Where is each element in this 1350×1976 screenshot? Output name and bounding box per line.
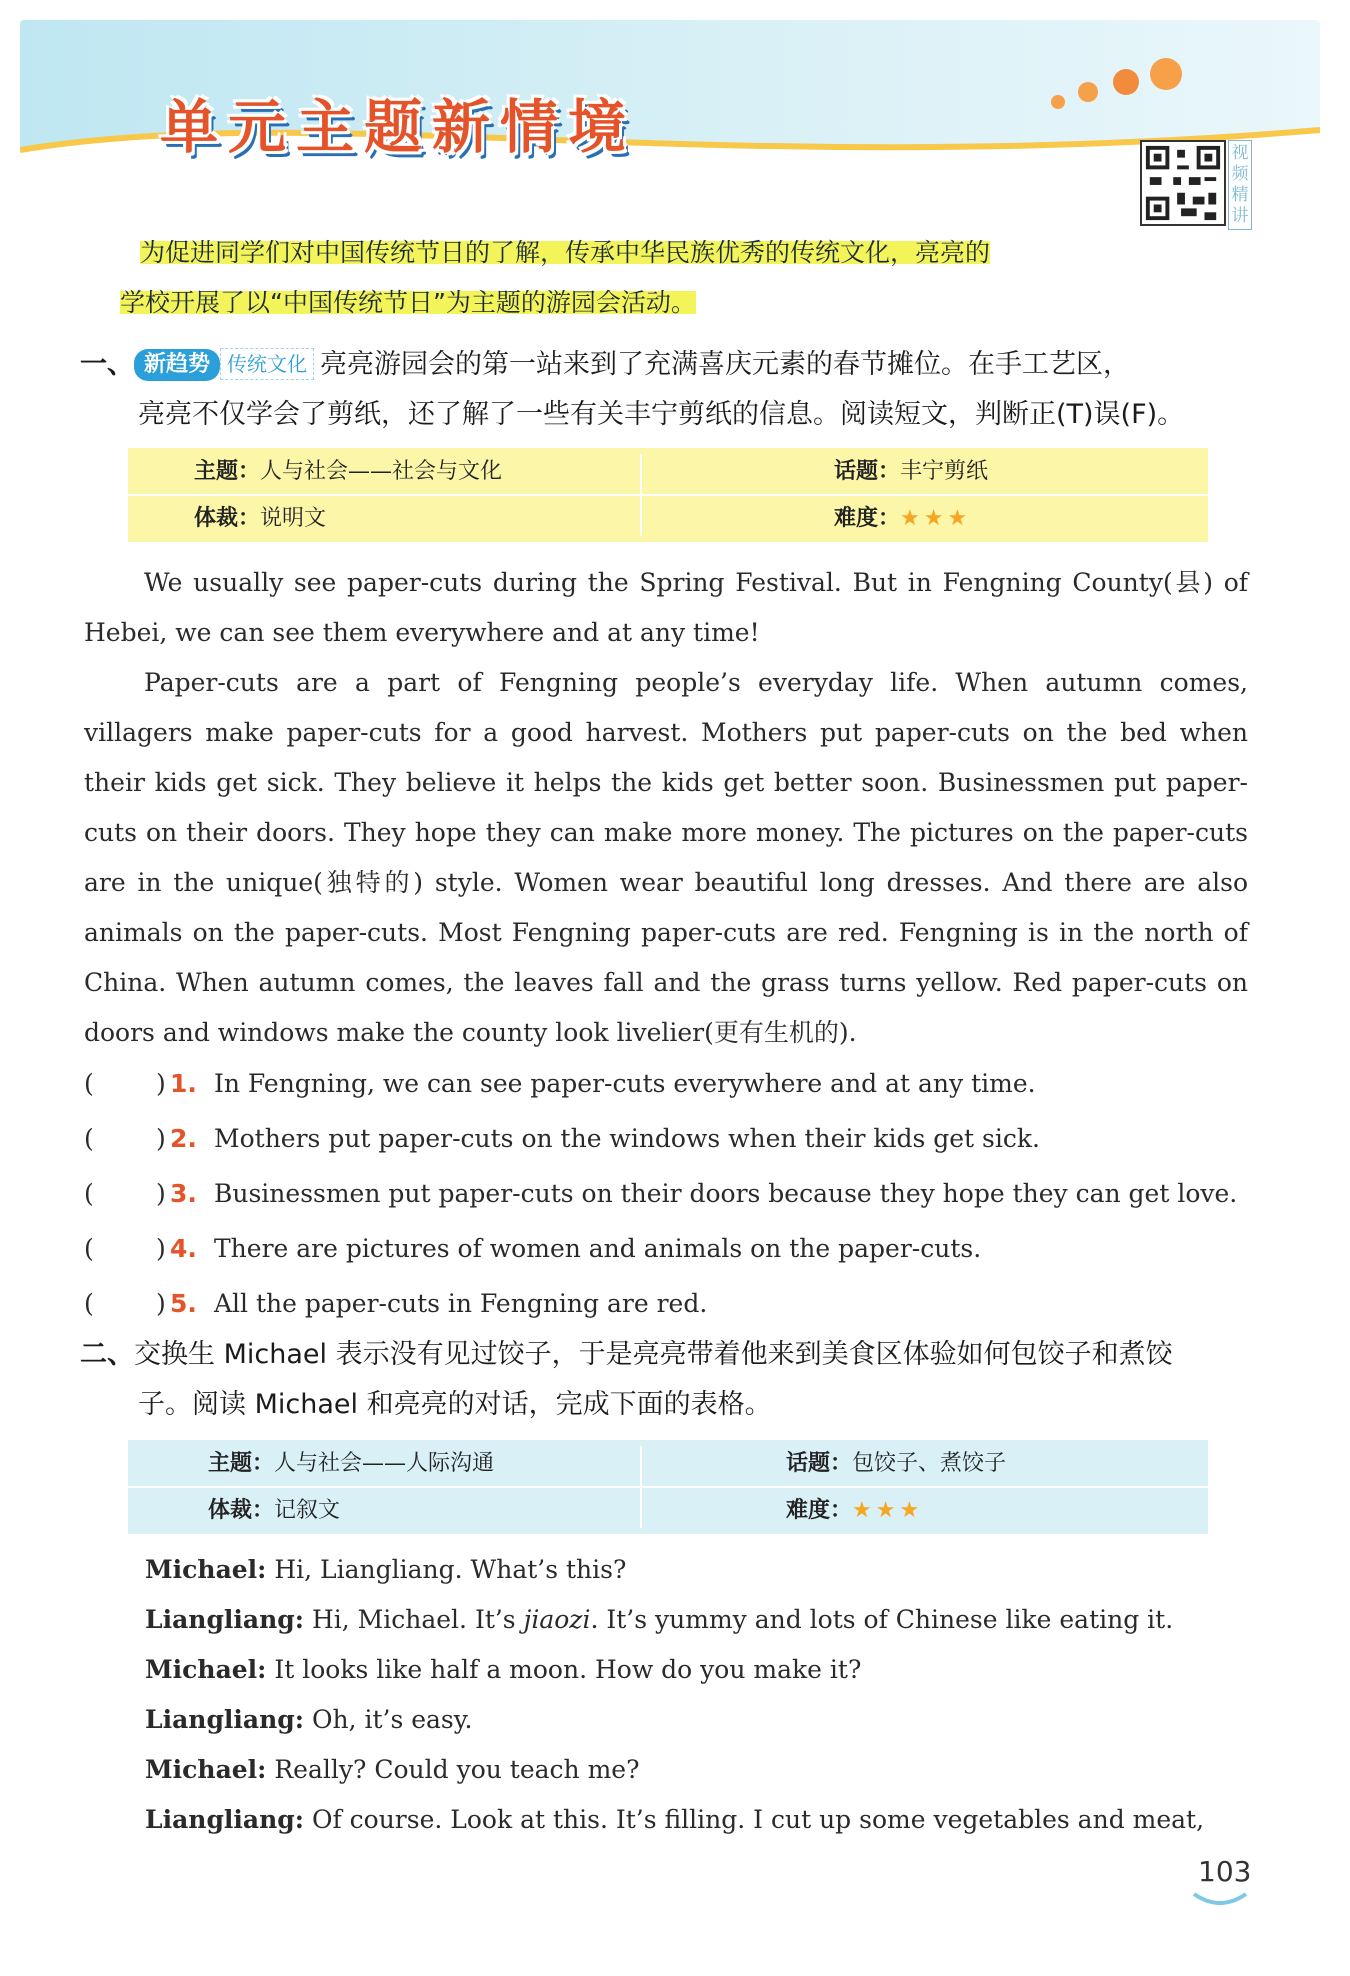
dialogue-line <box>145 1595 1255 1645</box>
genre-label: 体裁： <box>208 1498 275 1523</box>
speaker: Michael: <box>145 1555 267 1584</box>
question-text: Mothers put paper-cuts on the windows when their kids get sick. <box>214 1124 1040 1153</box>
utterance: It looks like half a moon. How do you make it? <box>266 1655 862 1684</box>
passage-paragraph-1: We usually see paper-cuts during the Spring Festival. But in Fengning County(县) of Hebei, we can see them everywhere and at any time! <box>84 568 1248 647</box>
question-text: There are pictures of women and animals on the paper-cuts. <box>214 1234 982 1263</box>
question-number: 3. <box>170 1179 197 1208</box>
difficulty-label: 难度： <box>834 506 901 531</box>
dialogue-line <box>145 1545 1255 1595</box>
speaker: Liangliang: <box>145 1705 305 1734</box>
info-box-1 <box>128 448 1208 542</box>
theme-label: 主题： <box>208 1451 275 1476</box>
theme-value: 人与社会——人际沟通 <box>274 1451 495 1476</box>
section-1-line-2: 亮亮不仅学会了剪纸，还了解了一些有关丰宁剪纸的信息。阅读短文，判断正(T)误(F)。 <box>138 399 1185 430</box>
section-2-line-2: 子。阅读 Michael 和亮亮的对话，完成下面的表格。 <box>138 1389 772 1420</box>
true-false-questions <box>84 1056 1254 1331</box>
page-number-arc-decoration <box>1190 1890 1250 1910</box>
qr-code-icon[interactable] <box>1140 140 1226 226</box>
genre-value: 记叙文 <box>274 1498 341 1523</box>
section-1-line-1: 亮亮游园会的第一站来到了充满喜庆元素的春节摊位。在手工艺区， <box>320 349 1131 380</box>
topic-value: 包饺子、煮饺子 <box>852 1451 1007 1476</box>
difficulty-stars-icon: ★★★ <box>900 506 972 531</box>
section-1-heading <box>80 340 1260 440</box>
dialogue-line <box>145 1645 1255 1695</box>
dialogue-line <box>145 1745 1255 1795</box>
topic-label: 话题： <box>786 1451 853 1476</box>
question-item: ( ) 2. Mothers put paper-cuts on the windows when their kids get sick. <box>84 1111 1254 1166</box>
question-item: ( ) 4. There are pictures of women and animals on the paper-cuts. <box>84 1221 1254 1276</box>
intro-line-2: 学校开展了以“中国传统节日”为主题的游园会活动。 <box>120 288 696 317</box>
new-trend-tag: 新趋势 <box>134 349 220 381</box>
page-number: 103 <box>1198 1855 1252 1888</box>
difficulty-label: 难度： <box>786 1498 853 1523</box>
topic-value: 丰宁剪纸 <box>900 459 989 484</box>
question-text: All the paper-cuts in Fengning are red. <box>214 1289 708 1318</box>
utterance: Oh, it’s easy. <box>304 1705 473 1734</box>
speaker: Liangliang: <box>145 1805 305 1834</box>
difficulty-stars-icon: ★★★ <box>852 1498 924 1523</box>
question-number: 5. <box>170 1289 197 1318</box>
question-item: ( ) 5. All the paper-cuts in Fengning are red. <box>84 1276 1254 1331</box>
question-number: 4. <box>170 1234 197 1263</box>
utterance-emphasis: jiaozi <box>523 1605 591 1634</box>
traditional-culture-tag: 传统文化 <box>220 348 314 380</box>
question-text: In Fengning, we can see paper-cuts everywhere and at any time. <box>214 1069 1036 1098</box>
speaker: Liangliang: <box>145 1605 305 1634</box>
speaker: Michael: <box>145 1655 267 1684</box>
topic-label: 话题： <box>834 459 901 484</box>
genre-value: 说明文 <box>260 506 327 531</box>
question-number: 2. <box>170 1124 197 1153</box>
utterance: Really? Could you teach me? <box>266 1755 640 1784</box>
question-item: ( ) 3. Businessmen put paper-cuts on their doors because they hope they can get love. <box>84 1166 1254 1221</box>
dialogue <box>145 1545 1255 1845</box>
utterance-post: . It’s yummy and lots of Chinese like eating it. <box>590 1605 1174 1634</box>
theme-label: 主题： <box>194 459 261 484</box>
info-box-2 <box>128 1440 1208 1534</box>
dialogue-line <box>145 1695 1255 1745</box>
utterance: Of course. Look at this. It’s filling. I cut up some vegetables and meat, <box>304 1805 1205 1834</box>
passage-paragraph-2: Paper-cuts are a part of Fengning people’s everyday life. When autumn comes, villagers make paper-cuts for a good harvest. Mothers put paper-cuts on the bed when their kids get sick. They believe it helps the kids get better soon. Businessmen put paper-cuts on their doors. They hope they can make more money. The pictures on the paper-cuts are in the unique(独特的) style. Women wear beautiful long dresses. And there are also animals on the paper-cuts. Most Fengning paper-cuts are red. Fengning is in the north of China. When autumn comes, the leaves fall and the grass turns yellow. Red paper-cuts on doors and windows make the county look livelier(更有生机的). <box>84 668 1248 1047</box>
question-number: 1. <box>170 1069 197 1098</box>
section-2-number: 二、 <box>80 1339 134 1370</box>
reading-passage <box>84 558 1248 1058</box>
video-lesson-label: 视频精讲 <box>1228 140 1252 230</box>
decorative-dots <box>1040 58 1200 118</box>
question-text: Businessmen put paper-cuts on their doors because they hope they can get love. <box>214 1179 1238 1208</box>
question-item: ( ) 1. In Fengning, we can see paper-cuts everywhere and at any time. <box>84 1056 1254 1111</box>
utterance-pre: Hi, Michael. It’s <box>304 1605 524 1634</box>
unit-theme-title: 单元主题新情境 <box>160 93 637 161</box>
dialogue-line <box>145 1795 1255 1845</box>
speaker: Michael: <box>145 1755 267 1784</box>
section-2-line-1: 交换生 Michael 表示没有见过饺子，于是亮亮带着他来到美食区体验如何包饺子和煮饺 <box>134 1339 1173 1370</box>
section-2-heading <box>80 1330 1260 1430</box>
section-1-number: 一、 <box>80 349 134 380</box>
utterance: Hi, Liangliang. What’s this? <box>266 1555 627 1584</box>
intro-paragraph <box>120 228 1250 328</box>
intro-line-1: 为促进同学们对中国传统节日的了解，传承中华民族优秀的传统文化，亮亮的 <box>140 238 991 267</box>
theme-value: 人与社会——社会与文化 <box>260 459 503 484</box>
genre-label: 体裁： <box>194 506 261 531</box>
